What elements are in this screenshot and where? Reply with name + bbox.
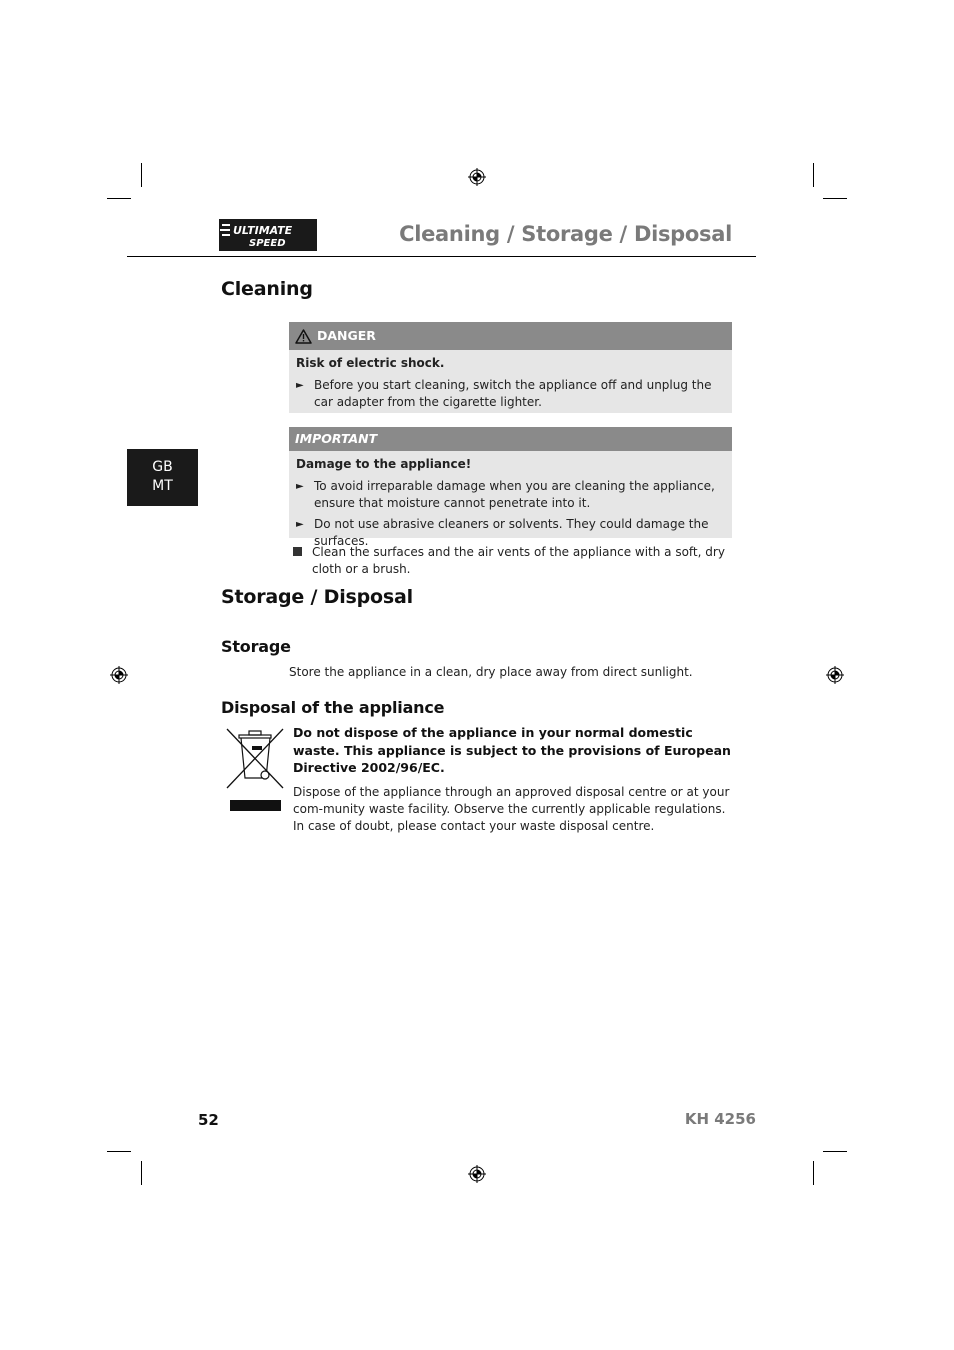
- model-number: KH 4256: [684, 1110, 756, 1128]
- warning-triangle-icon: [295, 329, 312, 344]
- header-divider: [127, 256, 756, 257]
- important-item-text: To avoid irreparable damage when you are cleaning the appliance, ensure that moisture cannot penetrate into it.: [314, 479, 715, 510]
- crop-mark: [823, 1151, 847, 1152]
- logo-text-bottom: SPEED: [249, 238, 286, 249]
- page-number: 52: [198, 1111, 219, 1129]
- language-tab: [127, 449, 198, 506]
- danger-box: [289, 322, 732, 413]
- important-lead: Damage to the appliance!: [296, 457, 472, 471]
- disposal-warning: Do not dispose of the appliance in your normal domestic waste. This appliance is subject to the provisions of European Directive 2002/96/EC.: [293, 725, 731, 775]
- crop-mark: [107, 1151, 131, 1152]
- cleaning-heading: Cleaning: [221, 278, 313, 300]
- storage-disposal-heading: Storage / Disposal: [221, 586, 413, 608]
- list-item: [296, 478, 724, 512]
- danger-item-text: Before you start cleaning, switch the appliance off and unplug the car adapter from the cigarette lighter.: [314, 378, 712, 409]
- storage-text: Store the appliance in a clean, dry place away from direct sunlight.: [289, 665, 693, 679]
- disposal-heading: Disposal of the appliance: [221, 698, 445, 717]
- registration-mark-icon: [826, 666, 844, 684]
- arrow-bullet-icon: ►: [296, 380, 304, 391]
- crop-mark: [141, 163, 142, 187]
- list-item: [296, 377, 724, 411]
- danger-header: [289, 322, 732, 350]
- registration-mark-icon: [468, 1165, 486, 1183]
- important-label: IMPORTANT: [295, 431, 378, 446]
- crop-mark: [813, 1161, 814, 1185]
- important-item-text: Do not use abrasive cleaners or solvents. They could damage the surfaces.: [314, 517, 709, 548]
- arrow-bullet-icon: ►: [296, 519, 304, 530]
- instruction-text: Clean the surfaces and the air vents of the appliance with a soft, dry cloth or a brush.: [312, 545, 725, 576]
- danger-lead: Risk of electric shock.: [296, 356, 445, 370]
- important-header: [289, 427, 732, 451]
- language-code: MT: [152, 478, 173, 494]
- storage-heading: Storage: [221, 637, 291, 656]
- square-bullet-icon: [293, 547, 302, 556]
- arrow-bullet-icon: ►: [296, 481, 304, 492]
- brand-logo: [219, 219, 317, 251]
- disposal-text: Dispose of the appliance through an approved disposal centre or at your com-munity waste facility. Observe the currently applicable regulations. In case of doubt, please contact your waste disposal centre.: [293, 785, 730, 833]
- crop-mark: [823, 198, 847, 199]
- crossed-bin-icon: [222, 726, 286, 814]
- important-box: [289, 427, 732, 548]
- danger-label: DANGER: [317, 328, 376, 343]
- logo-text-top: ULTIMATE: [233, 224, 293, 237]
- instruction-item: [293, 544, 735, 578]
- crop-mark: [141, 1161, 142, 1185]
- language-code: GB: [152, 459, 173, 475]
- registration-mark-icon: [468, 168, 486, 186]
- crop-mark: [813, 163, 814, 187]
- crop-mark: [107, 198, 131, 199]
- registration-mark-icon: [110, 666, 128, 684]
- page-title: Cleaning / Storage / Disposal: [399, 222, 732, 246]
